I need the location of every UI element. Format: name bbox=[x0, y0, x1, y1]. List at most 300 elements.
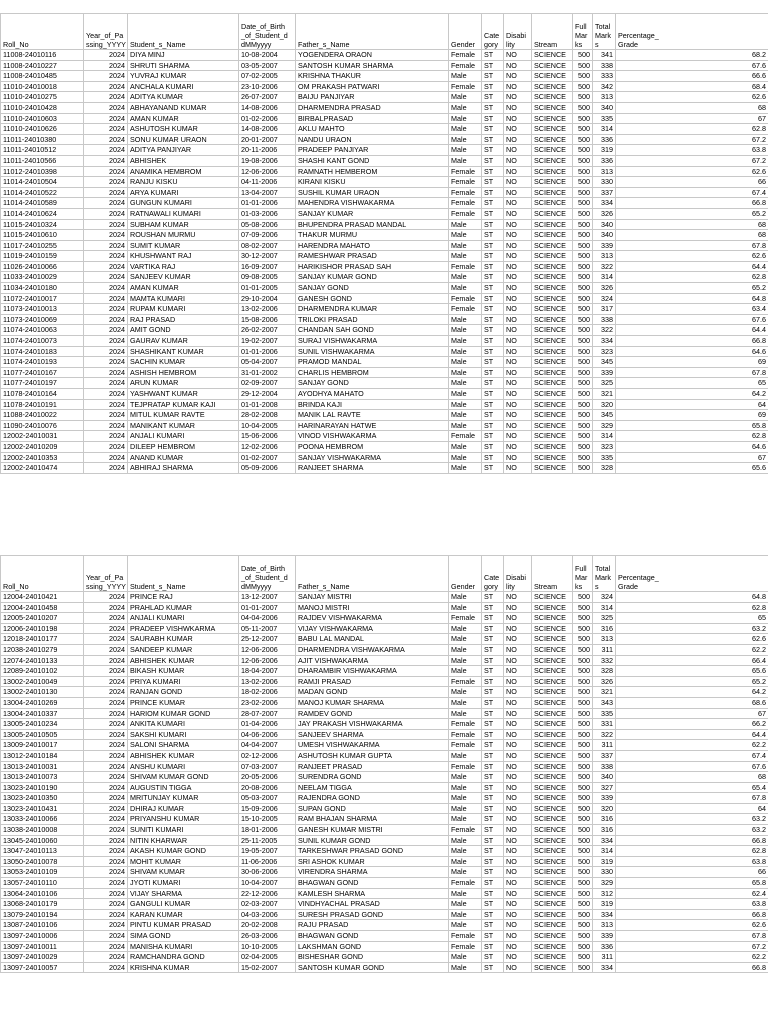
year-cell: 2024 bbox=[84, 187, 128, 198]
full-marks-cell: 500 bbox=[573, 835, 593, 846]
disability-cell: NO bbox=[504, 634, 532, 645]
roll-no-cell: 12002-24010209 bbox=[1, 441, 84, 452]
father-name-cell: VINDHYACHAL PRASAD bbox=[296, 899, 449, 910]
dob-cell: 16-09-2007 bbox=[239, 261, 296, 272]
student-name-cell: ABHAYANAND KUMAR bbox=[128, 102, 239, 113]
father-name-cell: AJIT VISHWAKARMA bbox=[296, 655, 449, 666]
total-marks-cell: 320 bbox=[593, 803, 616, 814]
stream-cell: SCIENCE bbox=[532, 761, 573, 772]
father-name-header: Father_s_Name bbox=[296, 556, 449, 592]
full-marks-cell: 500 bbox=[573, 113, 593, 124]
dob-cell: 14-08-2006 bbox=[239, 102, 296, 113]
percentage-cell: 64.8 bbox=[616, 293, 768, 304]
student-name-cell: ABHISHEK KUMAR bbox=[128, 655, 239, 666]
gender-cell: Male bbox=[449, 399, 482, 410]
table-row bbox=[1, 325, 768, 336]
year-cell: 2024 bbox=[84, 346, 128, 357]
stream-cell: SCIENCE bbox=[532, 177, 573, 188]
year-cell: 2024 bbox=[84, 825, 128, 836]
stream-cell: SCIENCE bbox=[532, 261, 573, 272]
percentage-cell: 67.8 bbox=[616, 793, 768, 804]
roll-no-cell: 13087-24010106 bbox=[1, 920, 84, 931]
student-name-header: Student_s_Name bbox=[128, 556, 239, 592]
dob-cell: 10-08-2004 bbox=[239, 50, 296, 61]
dob-cell: 19-05-2007 bbox=[239, 846, 296, 857]
total-marks-cell: 314 bbox=[593, 602, 616, 613]
dob-cell: 05-11-2007 bbox=[239, 623, 296, 634]
year-cell: 2024 bbox=[84, 463, 128, 474]
father-name-cell: RAMJI PRASAD bbox=[296, 676, 449, 687]
disability-cell: NO bbox=[504, 719, 532, 730]
percentage-cell: 63.4 bbox=[616, 304, 768, 315]
stream-cell: SCIENCE bbox=[532, 71, 573, 82]
student-name-cell: HARIOM KUMAR GOND bbox=[128, 708, 239, 719]
total-marks-header: Total Mark s bbox=[593, 14, 616, 50]
total-marks-cell: 313 bbox=[593, 634, 616, 645]
stream-cell: SCIENCE bbox=[532, 198, 573, 209]
percentage-cell: 64.8 bbox=[616, 592, 768, 603]
total-marks-cell: 316 bbox=[593, 623, 616, 634]
roll-no-cell: 11014-24010522 bbox=[1, 187, 84, 198]
dob-cell: 01-01-2008 bbox=[239, 399, 296, 410]
full-marks-cell: 500 bbox=[573, 825, 593, 836]
student-name-cell: ANSHU KUMARI bbox=[128, 761, 239, 772]
full-marks-cell: 500 bbox=[573, 81, 593, 92]
total-marks-cell: 317 bbox=[593, 304, 616, 315]
disability-cell: NO bbox=[504, 420, 532, 431]
father-name-cell: SHASHI KANT GOND bbox=[296, 155, 449, 166]
stream-cell: SCIENCE bbox=[532, 719, 573, 730]
father-name-cell: NANDU URAON bbox=[296, 134, 449, 145]
roll-no-cell: 12002-24010474 bbox=[1, 463, 84, 474]
gender-cell: Male bbox=[449, 378, 482, 389]
total-marks-cell: 338 bbox=[593, 60, 616, 71]
category-cell: ST bbox=[482, 962, 504, 973]
dob-cell: 01-01-2006 bbox=[239, 346, 296, 357]
disability-cell: NO bbox=[504, 793, 532, 804]
category-cell: ST bbox=[482, 124, 504, 135]
roll-no-cell: 11073-24010013 bbox=[1, 304, 84, 315]
gender-cell: Female bbox=[449, 198, 482, 209]
roll-no-cell: 11034-24010180 bbox=[1, 283, 84, 294]
full-marks-cell: 500 bbox=[573, 134, 593, 145]
full-marks-cell: 500 bbox=[573, 367, 593, 378]
student-name-cell: SIMA GOND bbox=[128, 931, 239, 942]
percentage-cell: 63.8 bbox=[616, 856, 768, 867]
percentage-cell: 64.4 bbox=[616, 729, 768, 740]
category-cell: ST bbox=[482, 729, 504, 740]
total-marks-cell: 335 bbox=[593, 708, 616, 719]
full-marks-cell: 500 bbox=[573, 378, 593, 389]
percentage-cell: 63.2 bbox=[616, 814, 768, 825]
stream-cell: SCIENCE bbox=[532, 155, 573, 166]
total-marks-cell: 324 bbox=[593, 592, 616, 603]
page-gap bbox=[0, 538, 768, 555]
table-row bbox=[1, 452, 768, 463]
table-row bbox=[1, 666, 768, 677]
gender-cell: Male bbox=[449, 634, 482, 645]
disability-cell: NO bbox=[504, 261, 532, 272]
gender-cell: Female bbox=[449, 740, 482, 751]
father-name-cell: RANJEET SHARMA bbox=[296, 463, 449, 474]
dob-cell: 26-02-2007 bbox=[239, 325, 296, 336]
gender-cell: Female bbox=[449, 941, 482, 952]
disability-cell: NO bbox=[504, 113, 532, 124]
year-cell: 2024 bbox=[84, 81, 128, 92]
stream-cell: SCIENCE bbox=[532, 782, 573, 793]
father-name-cell: DHARMENDRA PRASAD bbox=[296, 102, 449, 113]
table-row bbox=[1, 261, 768, 272]
category-cell: ST bbox=[482, 293, 504, 304]
disability-cell: NO bbox=[504, 81, 532, 92]
disability-cell: NO bbox=[504, 867, 532, 878]
roll-no-cell: 13023-24010431 bbox=[1, 803, 84, 814]
percentage-cell: 67 bbox=[616, 113, 768, 124]
table-row bbox=[1, 920, 768, 931]
total-marks-cell: 320 bbox=[593, 399, 616, 410]
gender-cell: Male bbox=[449, 623, 482, 634]
disability-cell: NO bbox=[504, 124, 532, 135]
father-name-cell: AKLU MAHTO bbox=[296, 124, 449, 135]
dob-cell: 30-06-2006 bbox=[239, 867, 296, 878]
category-cell: ST bbox=[482, 441, 504, 452]
disability-cell: NO bbox=[504, 240, 532, 251]
father-name-cell: DHARAMBIR VISHWAKARMA bbox=[296, 666, 449, 677]
percentage-cell: 68.4 bbox=[616, 81, 768, 92]
student-name-cell: MANISHA KUMARI bbox=[128, 941, 239, 952]
gender-cell: Male bbox=[449, 452, 482, 463]
gender-cell: Female bbox=[449, 208, 482, 219]
gender-cell: Male bbox=[449, 71, 482, 82]
table-row bbox=[1, 410, 768, 421]
total-marks-cell: 329 bbox=[593, 420, 616, 431]
year-cell: 2024 bbox=[84, 155, 128, 166]
category-cell: ST bbox=[482, 102, 504, 113]
student-name-cell: ABHISHEK KUMAR bbox=[128, 750, 239, 761]
full-marks-cell: 500 bbox=[573, 357, 593, 368]
dob-cell: 05-03-2007 bbox=[239, 793, 296, 804]
total-marks-cell: 338 bbox=[593, 761, 616, 772]
stream-cell: SCIENCE bbox=[532, 835, 573, 846]
full-marks-cell: 500 bbox=[573, 920, 593, 931]
stream-cell: SCIENCE bbox=[532, 613, 573, 624]
year-cell: 2024 bbox=[84, 941, 128, 952]
category-cell: ST bbox=[482, 782, 504, 793]
full-marks-cell: 500 bbox=[573, 240, 593, 251]
table-row bbox=[1, 124, 768, 135]
total-marks-cell: 325 bbox=[593, 378, 616, 389]
father-name-cell: SURAJ VISHWAKARMA bbox=[296, 336, 449, 347]
year-cell: 2024 bbox=[84, 240, 128, 251]
roll-no-cell: 13023-24010350 bbox=[1, 793, 84, 804]
dob-cell: 15-09-2006 bbox=[239, 803, 296, 814]
dob-cell: 29-12-2004 bbox=[239, 389, 296, 400]
category-cell: ST bbox=[482, 708, 504, 719]
full-marks-cell: 500 bbox=[573, 251, 593, 262]
roll-no-cell: 13068-24010179 bbox=[1, 899, 84, 910]
gender-cell: Male bbox=[449, 272, 482, 283]
student-name-cell: MOHIT KUMAR bbox=[128, 856, 239, 867]
category-cell: ST bbox=[482, 92, 504, 103]
dob-cell: 04-06-2006 bbox=[239, 729, 296, 740]
dob-cell: 20-01-2007 bbox=[239, 134, 296, 145]
percentage-cell: 67 bbox=[616, 708, 768, 719]
dob-cell: 26-03-2006 bbox=[239, 931, 296, 942]
student-name-cell: ABHIRAJ SHARMA bbox=[128, 463, 239, 474]
student-name-cell: TEJPRATAP KUMAR KAJI bbox=[128, 399, 239, 410]
category-cell: ST bbox=[482, 867, 504, 878]
category-cell: ST bbox=[482, 878, 504, 889]
stream-cell: SCIENCE bbox=[532, 92, 573, 103]
dob-cell: 03-05-2007 bbox=[239, 60, 296, 71]
roll-no-cell: 12089-24010102 bbox=[1, 666, 84, 677]
gender-cell: Female bbox=[449, 50, 482, 61]
disability-cell: NO bbox=[504, 187, 532, 198]
stream-cell: SCIENCE bbox=[532, 187, 573, 198]
percentage-cell: 63.2 bbox=[616, 825, 768, 836]
gender-cell: Female bbox=[449, 304, 482, 315]
stream-cell: SCIENCE bbox=[532, 644, 573, 655]
table-row bbox=[1, 825, 768, 836]
roll-no-cell: 13012-24010184 bbox=[1, 750, 84, 761]
table-row bbox=[1, 750, 768, 761]
dob-cell: 18-01-2006 bbox=[239, 825, 296, 836]
father-name-cell: POONA HEMBROM bbox=[296, 441, 449, 452]
full-marks-cell: 500 bbox=[573, 888, 593, 899]
year-cell: 2024 bbox=[84, 230, 128, 241]
dob-cell: 04-04-2007 bbox=[239, 740, 296, 751]
full-marks-cell: 500 bbox=[573, 867, 593, 878]
father-name-cell: CHANDAN SAH GOND bbox=[296, 325, 449, 336]
gender-cell: Male bbox=[449, 92, 482, 103]
student-name-cell: RAMCHANDRA GOND bbox=[128, 952, 239, 963]
category-cell: ST bbox=[482, 251, 504, 262]
total-marks-cell: 311 bbox=[593, 740, 616, 751]
year-cell: 2024 bbox=[84, 272, 128, 283]
percentage-cell: 62.2 bbox=[616, 644, 768, 655]
category-header: Cate gory bbox=[482, 14, 504, 50]
father-name-cell: KRISHNA THAKUR bbox=[296, 71, 449, 82]
year-cell: 2024 bbox=[84, 878, 128, 889]
gender-cell: Male bbox=[449, 113, 482, 124]
full-marks-cell: 500 bbox=[573, 962, 593, 973]
disability-cell: NO bbox=[504, 357, 532, 368]
student-name-cell: GAURAV KUMAR bbox=[128, 336, 239, 347]
father-name-cell: HARIKISHOR PRASAD SAH bbox=[296, 261, 449, 272]
dob-cell: 01-01-2006 bbox=[239, 198, 296, 209]
disability-cell: NO bbox=[504, 346, 532, 357]
percentage-cell: 64.6 bbox=[616, 441, 768, 452]
dob-cell: 05-04-2007 bbox=[239, 357, 296, 368]
dob-cell: 15-06-2006 bbox=[239, 431, 296, 442]
stream-cell: SCIENCE bbox=[532, 899, 573, 910]
gender-cell: Male bbox=[449, 655, 482, 666]
dob-cell: 26-07-2007 bbox=[239, 92, 296, 103]
disability-cell: NO bbox=[504, 304, 532, 315]
disability-cell: NO bbox=[504, 697, 532, 708]
full-marks-cell: 500 bbox=[573, 336, 593, 347]
total-marks-cell: 340 bbox=[593, 230, 616, 241]
roll-no-cell: 11074-24010063 bbox=[1, 325, 84, 336]
percentage-cell: 62.4 bbox=[616, 888, 768, 899]
percentage-cell: 67.6 bbox=[616, 761, 768, 772]
disability-cell: NO bbox=[504, 272, 532, 283]
total-marks-cell: 314 bbox=[593, 846, 616, 857]
disability-header: Disabi lity bbox=[504, 556, 532, 592]
full-marks-cell: 500 bbox=[573, 198, 593, 209]
stream-cell: SCIENCE bbox=[532, 81, 573, 92]
roll-no-cell: 13045-24010060 bbox=[1, 835, 84, 846]
category-cell: ST bbox=[482, 793, 504, 804]
category-cell: ST bbox=[482, 71, 504, 82]
year-cell: 2024 bbox=[84, 283, 128, 294]
total-marks-header: Total Mark s bbox=[593, 556, 616, 592]
category-cell: ST bbox=[482, 761, 504, 772]
year-cell: 2024 bbox=[84, 410, 128, 421]
roll-no-cell: 13005-24010505 bbox=[1, 729, 84, 740]
stream-cell: SCIENCE bbox=[532, 293, 573, 304]
year-cell: 2024 bbox=[84, 814, 128, 825]
category-cell: ST bbox=[482, 676, 504, 687]
gender-cell: Female bbox=[449, 719, 482, 730]
full-marks-cell: 500 bbox=[573, 697, 593, 708]
year-cell: 2024 bbox=[84, 666, 128, 677]
disability-cell: NO bbox=[504, 452, 532, 463]
year-cell: 2024 bbox=[84, 644, 128, 655]
roll-no-cell: 13079-24010194 bbox=[1, 909, 84, 920]
gender-cell: Male bbox=[449, 420, 482, 431]
table-row bbox=[1, 50, 768, 61]
roll-no-cell: 11072-24010017 bbox=[1, 293, 84, 304]
table-row bbox=[1, 102, 768, 113]
student-name-cell: DILEEP HEMBROM bbox=[128, 441, 239, 452]
father-name-cell: TARKESHWAR PRASAD GOND bbox=[296, 846, 449, 857]
percentage-cell: 67.2 bbox=[616, 941, 768, 952]
percentage-cell: 65.2 bbox=[616, 676, 768, 687]
disability-cell: NO bbox=[504, 814, 532, 825]
full-marks-cell: 500 bbox=[573, 304, 593, 315]
table-row bbox=[1, 155, 768, 166]
stream-cell: SCIENCE bbox=[532, 666, 573, 677]
father-name-cell: RAMNATH HEMBEROM bbox=[296, 166, 449, 177]
table-row bbox=[1, 623, 768, 634]
disability-cell: NO bbox=[504, 878, 532, 889]
full-marks-cell: 500 bbox=[573, 634, 593, 645]
full-marks-cell: 500 bbox=[573, 793, 593, 804]
year-cell: 2024 bbox=[84, 71, 128, 82]
gender-cell: Male bbox=[449, 145, 482, 156]
roll-no-cell: 11015-24010610 bbox=[1, 230, 84, 241]
year-cell: 2024 bbox=[84, 613, 128, 624]
table-row bbox=[1, 846, 768, 857]
dob-cell: 10-04-2007 bbox=[239, 878, 296, 889]
gender-cell: Female bbox=[449, 729, 482, 740]
table-row bbox=[1, 389, 768, 400]
disability-cell: NO bbox=[504, 962, 532, 973]
category-cell: ST bbox=[482, 272, 504, 283]
student-name-cell: AMAN KUMAR bbox=[128, 113, 239, 124]
gender-cell: Male bbox=[449, 102, 482, 113]
full-marks-cell: 500 bbox=[573, 899, 593, 910]
table-row bbox=[1, 367, 768, 378]
total-marks-cell: 339 bbox=[593, 793, 616, 804]
student-name-cell: JYOTI KUMARI bbox=[128, 878, 239, 889]
dob-cell: 15-08-2006 bbox=[239, 314, 296, 325]
table-row bbox=[1, 240, 768, 251]
father-name-cell: VIRENDRA SHARMA bbox=[296, 867, 449, 878]
father-name-cell: RAJU PRASAD bbox=[296, 920, 449, 931]
percentage-cell: 62.6 bbox=[616, 920, 768, 931]
student-name-cell: ROUSHAN MURMU bbox=[128, 230, 239, 241]
roll-no-cell: 11077-24010167 bbox=[1, 367, 84, 378]
table-row bbox=[1, 463, 768, 474]
disability-cell: NO bbox=[504, 251, 532, 262]
disability-cell: NO bbox=[504, 825, 532, 836]
table-row bbox=[1, 634, 768, 645]
gender-cell: Male bbox=[449, 666, 482, 677]
category-cell: ST bbox=[482, 198, 504, 209]
disability-cell: NO bbox=[504, 761, 532, 772]
total-marks-cell: 330 bbox=[593, 177, 616, 188]
total-marks-cell: 312 bbox=[593, 888, 616, 899]
student-name-cell: SUNITI KUMARI bbox=[128, 825, 239, 836]
disability-cell: NO bbox=[504, 666, 532, 677]
student-name-cell: ANCHALA KUMARI bbox=[128, 81, 239, 92]
father-name-cell: MANOJ MISTRI bbox=[296, 602, 449, 613]
table-row bbox=[1, 304, 768, 315]
student-name-cell: SACHIN KUMAR bbox=[128, 357, 239, 368]
dob-cell: 19-08-2006 bbox=[239, 155, 296, 166]
father-name-cell: DHARMENDRA KUMAR bbox=[296, 304, 449, 315]
father-name-cell: SANJAY VISHWAKARMA bbox=[296, 452, 449, 463]
year-cell: 2024 bbox=[84, 325, 128, 336]
full-marks-cell: 500 bbox=[573, 803, 593, 814]
year-cell: 2024 bbox=[84, 899, 128, 910]
year-cell: 2024 bbox=[84, 803, 128, 814]
full-marks-header: Full Mar ks bbox=[573, 14, 593, 50]
table-row bbox=[1, 293, 768, 304]
table-row bbox=[1, 431, 768, 442]
gender-cell: Male bbox=[449, 644, 482, 655]
roll-no-cell: 12038-24010279 bbox=[1, 644, 84, 655]
stream-cell: SCIENCE bbox=[532, 124, 573, 135]
student-name-cell: PRADEEP VISHWKARMA bbox=[128, 623, 239, 634]
percentage-cell: 65.2 bbox=[616, 283, 768, 294]
roll-no-cell: 11010-24010603 bbox=[1, 113, 84, 124]
year-cell: 2024 bbox=[84, 920, 128, 931]
disability-cell: NO bbox=[504, 623, 532, 634]
gender-cell: Male bbox=[449, 463, 482, 474]
year-cell: 2024 bbox=[84, 697, 128, 708]
father-name-cell: VIJAY VISHWAKARMA bbox=[296, 623, 449, 634]
total-marks-cell: 337 bbox=[593, 750, 616, 761]
father-name-cell: SURESH PRASAD GOND bbox=[296, 909, 449, 920]
gender-cell: Female bbox=[449, 761, 482, 772]
student-name-cell: KRISHNA KUMAR bbox=[128, 962, 239, 973]
roll-no-header: Roll_No bbox=[1, 556, 84, 592]
roll-no-cell: 13004-24010337 bbox=[1, 708, 84, 719]
father-name-cell: RAMDEV GOND bbox=[296, 708, 449, 719]
gender-cell: Male bbox=[449, 846, 482, 857]
stream-cell: SCIENCE bbox=[532, 952, 573, 963]
disability-cell: NO bbox=[504, 293, 532, 304]
total-marks-cell: 340 bbox=[593, 219, 616, 230]
total-marks-cell: 314 bbox=[593, 124, 616, 135]
gender-cell: Female bbox=[449, 261, 482, 272]
student-name-cell: SONU KUMAR URAON bbox=[128, 134, 239, 145]
stream-cell: SCIENCE bbox=[532, 102, 573, 113]
disability-cell: NO bbox=[504, 378, 532, 389]
